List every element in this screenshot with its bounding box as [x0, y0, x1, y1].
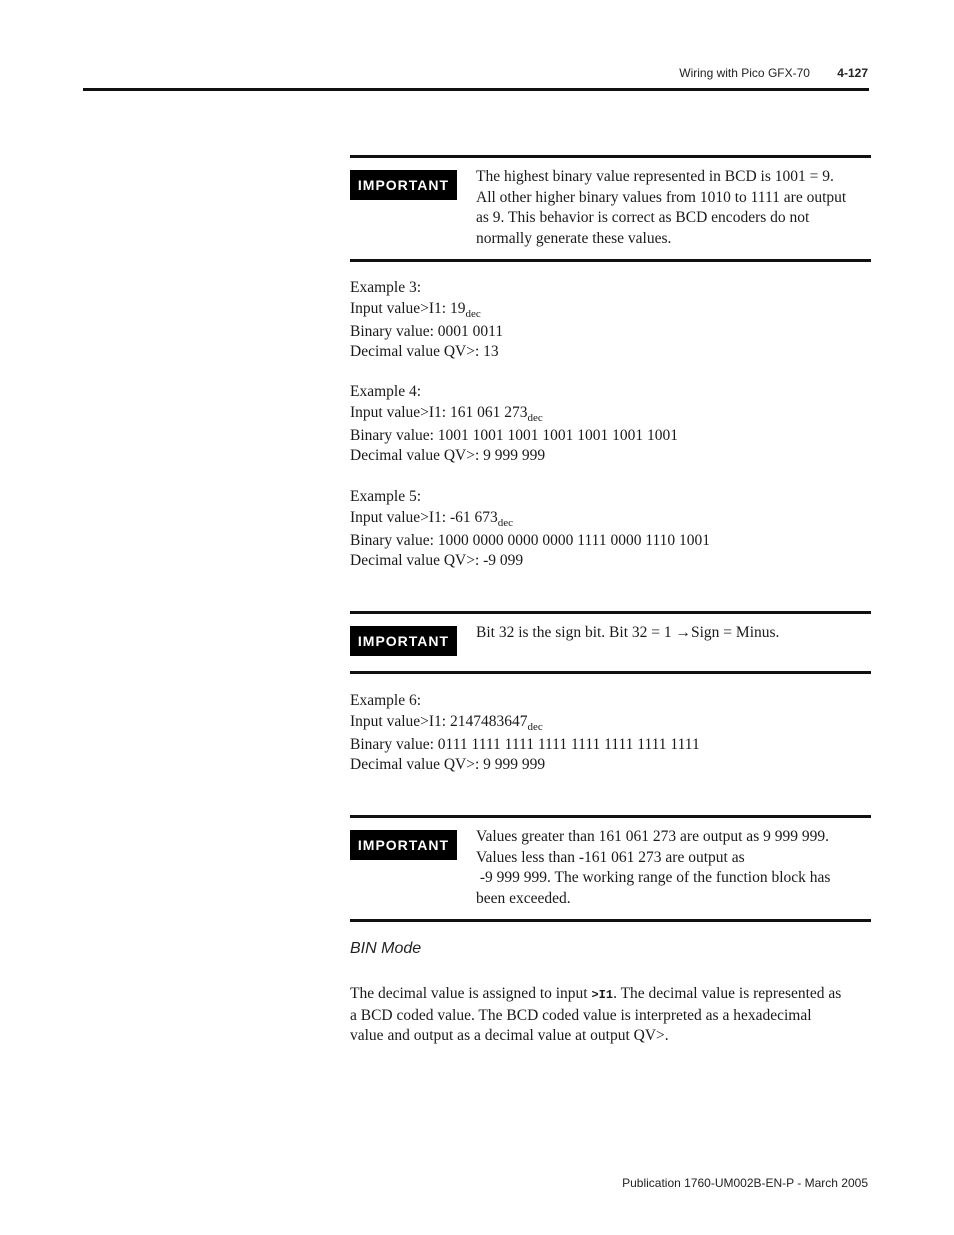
- example-title: Example 6:: [350, 692, 422, 709]
- important-label: IMPORTANT: [350, 830, 457, 860]
- important-label: IMPORTANT: [350, 626, 457, 656]
- section-heading-bin-mode: BIN Mode: [350, 940, 422, 957]
- page-header: [679, 66, 868, 80]
- example-title: Example 5:: [350, 488, 422, 505]
- example-input: [350, 712, 700, 735]
- example-input-value: Input value>I1: 2147483647: [350, 712, 528, 730]
- important-box-working-range: [350, 815, 871, 922]
- example-input-subscript: dec: [497, 516, 514, 529]
- important-label: IMPORTANT: [350, 170, 457, 200]
- example-binary: Binary value: 1000 0000 0000 0000 1111 0000 1110 1001: [350, 531, 711, 549]
- example-5: [350, 487, 710, 572]
- important-box-bcd-limit: [350, 155, 871, 262]
- page-footer-publication: Publication 1760-UM002B-EN-P - March 2005: [622, 1176, 868, 1190]
- example-decimal: Decimal value QV>: 9 999 999: [350, 756, 546, 773]
- important-text-line: been exceeded.: [476, 889, 571, 907]
- example-3: [350, 278, 503, 363]
- example-binary: Binary value: 0001 0011: [350, 322, 504, 340]
- important-text: [476, 623, 869, 644]
- input-code: >I1: [591, 988, 614, 1002]
- header-rule: [83, 88, 869, 91]
- example-input-value: Input value>I1: -61 673: [350, 508, 498, 526]
- paragraph-line: value and output as a decimal value at output QV>.: [350, 1027, 669, 1044]
- example-input: [350, 403, 678, 426]
- paragraph-line: [350, 984, 875, 1006]
- example-input-value: Input value>I1: 161 061 273: [350, 403, 528, 421]
- paragraph-text: The decimal value is assigned to input: [350, 985, 592, 1002]
- header-page-number: 4-127: [837, 66, 868, 80]
- important-text-line: normally generate these values.: [476, 229, 672, 247]
- important-box-sign-bit: [350, 611, 871, 674]
- example-input-value: Input value>I1: 19: [350, 299, 466, 317]
- example-decimal: Decimal value QV>: -9 099: [350, 552, 524, 569]
- paragraph-text: . The decimal value is represented as: [613, 985, 842, 1002]
- important-text-line: Bit 32 is the sign bit. Bit 32 = 1 →Sign = Minus.: [476, 624, 780, 641]
- example-decimal: Decimal value QV>: 13: [350, 343, 499, 360]
- example-input-subscript: dec: [527, 720, 543, 733]
- example-input: [350, 508, 710, 531]
- important-text-line: -9 999 999. The working range of the function block has: [476, 869, 831, 886]
- important-text-line: The highest binary value represented in BCD is 1001 = 9.: [476, 168, 834, 185]
- example-title: Example 3:: [350, 279, 422, 296]
- important-text-line: as 9. This behavior is correct as BCD encoders do not: [476, 209, 810, 226]
- example-input-subscript: dec: [527, 411, 543, 424]
- important-text-line: Values greater than 161 061 273 are output as 9 999 999.: [476, 828, 829, 845]
- important-text-line: Values less than -161 061 273 are output as: [476, 848, 745, 866]
- important-text: [476, 827, 869, 909]
- example-input: [350, 299, 503, 322]
- bin-mode-paragraph: [350, 984, 875, 1047]
- header-section-title: Wiring with Pico GFX-70: [679, 66, 810, 80]
- example-decimal: Decimal value QV>: 9 999 999: [350, 447, 546, 464]
- example-6: [350, 691, 700, 776]
- important-text-line: All other higher binary values from 1010 to 1111 are output: [476, 188, 847, 206]
- example-binary: Binary value: 1001 1001 1001 1001 1001 1001 1001: [350, 426, 679, 444]
- important-text: [476, 167, 869, 249]
- example-binary: Binary value: 0111 1111 1111 1111 1111 1111 1111 1111: [350, 735, 700, 753]
- paragraph-line: a BCD coded value. The BCD coded value is interpreted as a hexadecimal: [350, 1006, 812, 1024]
- example-input-subscript: dec: [465, 307, 481, 320]
- example-4: [350, 382, 678, 467]
- example-title: Example 4:: [350, 383, 422, 400]
